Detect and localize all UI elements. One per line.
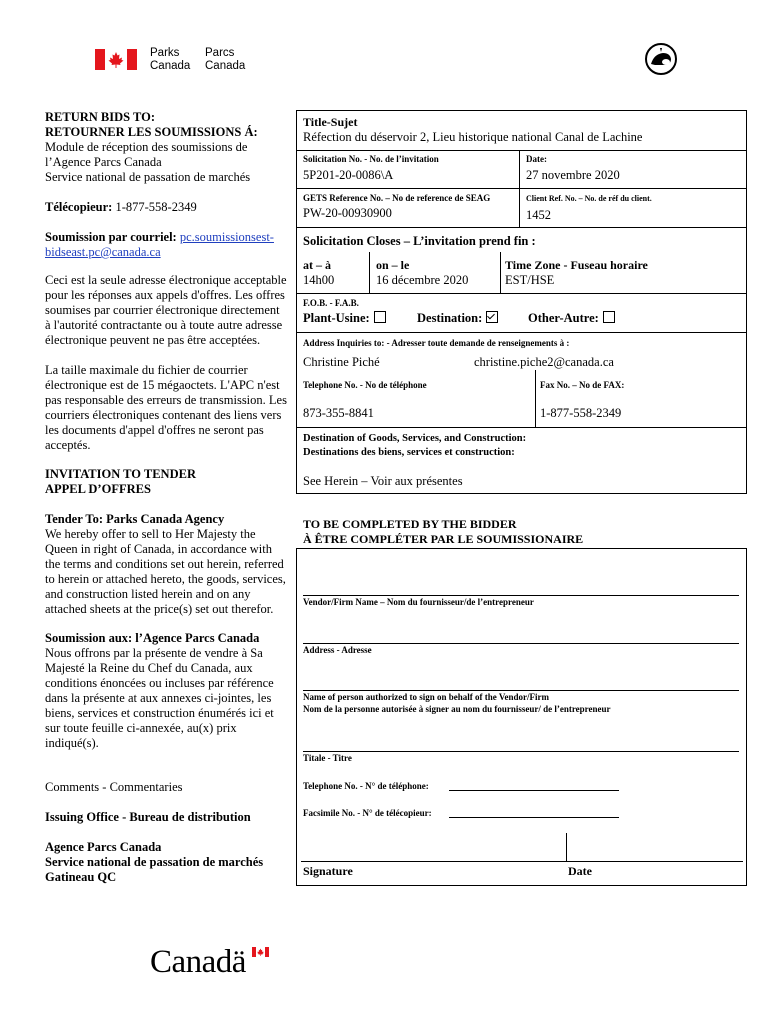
para1-line: à l'autorité contractante ou à toute autre adresse — [45, 318, 283, 332]
soumission-line: Majesté la Reine du Chef du Canada, aux — [45, 661, 253, 675]
comments-label: Comments - Commentaries — [45, 780, 183, 794]
client-ref-value: 1452 — [526, 208, 551, 222]
para1-line: pour les réponses aux appels d'offres. Les offres — [45, 288, 285, 302]
address-label: Address - Adresse — [303, 645, 372, 655]
address-field[interactable] — [303, 610, 739, 642]
client-ref-label: Client Ref. No. – No. de réf du client. — [526, 194, 652, 203]
issuing-office-label: Issuing Office - Bureau de distribution — [45, 810, 251, 824]
para2-line: La taille maximale du fichier de courrier — [45, 363, 248, 377]
other-checkbox[interactable] — [603, 311, 615, 323]
module-line2: l’Agence Parcs Canada — [45, 155, 162, 169]
bidder-fax-label: Facsimile No. - N° de télécopieur: — [303, 808, 432, 818]
module-line3: Service national de passation de marchés — [45, 170, 251, 184]
title-label: Title-Sujet — [303, 115, 358, 129]
gets-value: PW-20-00930900 — [303, 206, 392, 220]
soumission-line: dans la présente at aux annexes ci-jointes, les — [45, 691, 272, 705]
on-label: on – le — [376, 258, 410, 272]
soumission-line: conditions énoncées ou incluses par référence — [45, 676, 274, 690]
bidder-title-label: Titale - Titre — [303, 753, 352, 763]
para2-line: pas responsable des erreurs de transmission. Les — [45, 393, 287, 407]
phone-label: Telephone No. - No de téléphone — [303, 380, 427, 390]
destination-option[interactable] — [417, 311, 498, 326]
contact-email[interactable]: christine.piche2@canada.ca — [474, 355, 614, 369]
dest-goods-en: Destination of Goods, Services, and Construction: — [303, 433, 527, 444]
agency-line3: Gatineau QC — [45, 870, 117, 884]
soumission-line: sur toute feuille ci-annexée, au(x) prix — [45, 721, 237, 735]
solicitation-label: Solicitation No. - No. de l’invitation — [303, 154, 439, 164]
invitation-fr: APPEL D’OFFRES — [45, 482, 151, 496]
agency-line2: Service national de passation de marchés — [45, 855, 264, 869]
other-label: Other-Autre: — [528, 311, 599, 325]
timezone-label: Time Zone - Fuseau horaire — [505, 258, 648, 272]
wordmark-flag-icon — [252, 947, 269, 957]
destination-checkbox[interactable] — [486, 311, 498, 323]
title-value: Réfection du déservoir 2, Lieu historique national Canal de Lachine — [303, 129, 643, 144]
canada-wordmark — [150, 944, 280, 984]
dest-goods-value: See Herein – Voir aux présentes — [303, 474, 463, 488]
soumission-line: Nous offrons par la présente de vendre à Sa — [45, 646, 263, 660]
at-label: at – à — [303, 258, 331, 272]
bidder-phone-label: Telephone No. - N° de téléphone: — [303, 781, 429, 791]
email-link-part2[interactable]: bidseast.pc@canada.ca — [45, 245, 161, 259]
courriel-label: Soumission par courriel: — [45, 230, 177, 244]
para1-line: électronique peuvent ne pas être acceptées. — [45, 333, 261, 347]
tender-to-line: attached sheets at the price(s) set out therefor. — [45, 602, 274, 616]
closes-label: Solicitation Closes – L’invitation prend fin : — [303, 234, 536, 248]
on-value: 16 décembre 2020 — [376, 272, 469, 287]
soumission-title: Soumission aux: l’Agence Parcs Canada — [45, 631, 260, 645]
telecopieur-value: 1-877-558-2349 — [115, 200, 197, 214]
tender-to-line: and construction listed herein and on any — [45, 587, 251, 601]
date-label: Date: — [526, 154, 547, 164]
solicitation-value: 5P201-20-0086\A — [303, 168, 394, 182]
signature-field[interactable] — [303, 833, 565, 860]
parcs-fr-2: Canada — [205, 59, 246, 72]
parks-en-1: Parks — [150, 47, 180, 59]
contact-name: Christine Piché — [303, 355, 380, 369]
tender-to-title: Tender To: Parks Canada Agency — [45, 512, 225, 526]
tender-to-line: We hereby offer to sell to Her Majesty the — [45, 527, 256, 541]
para1-line: soumises par courrier électronique directement — [45, 303, 280, 317]
canada-wordmark-text: Canadä — [150, 944, 246, 980]
telecopieur-label: Télécopieur: — [45, 200, 113, 214]
return-bids-fr: RETOURNER LES SOUMISSIONS Á: — [45, 125, 258, 139]
bidder-title-field[interactable] — [303, 722, 739, 750]
invitation-en: INVITATION TO TENDER — [45, 467, 196, 481]
other-option[interactable] — [528, 311, 615, 326]
fob-label: F.O.B. - F.A.B. — [303, 298, 359, 308]
sign-date-label: Date — [568, 864, 592, 878]
sign-date-field[interactable] — [568, 833, 740, 860]
para2-line: acceptés. — [45, 438, 91, 452]
destination-label: Destination: — [417, 311, 483, 325]
plant-label: Plant-Usine: — [303, 311, 370, 325]
bidder-heading-fr: À ÊTRE COMPLÉTER PAR LE SOUMISSIONAIRE — [303, 531, 584, 546]
authorized-fr: Nom de la personne autorisée à signer au nom du fournisseur/ de l’entrepreneur — [303, 704, 611, 714]
module-line1: Module de réception des soumissions de — [45, 140, 248, 154]
parks-canada-logo — [95, 47, 255, 73]
at-value: 14h00 — [303, 272, 335, 287]
bidder-fax-field[interactable] — [449, 803, 619, 817]
vendor-label: Vendor/Firm Name – Nom du fournisseur/de l’entrepreneur — [303, 597, 534, 607]
fax-label: Fax No. – No de FAX: — [540, 380, 625, 390]
plant-option[interactable] — [303, 311, 386, 326]
tender-to-line: Queen in right of Canada, in accordance with — [45, 542, 272, 556]
agency-line1: Agence Parcs Canada — [45, 840, 162, 854]
para2-line: courriers électroniques contenant des liens vers — [45, 408, 282, 422]
soumission-line: biens, services et construction énumérés ici et — [45, 706, 274, 720]
beaver-emblem-icon — [644, 42, 678, 76]
fax-value: 1-877-558-2349 — [540, 406, 622, 420]
para2-line: les documents d'appel d'offres ne seront pas — [45, 423, 264, 437]
email-link-part1[interactable]: pc.soumissionsest- — [179, 230, 274, 244]
authorized-en: Name of person authorized to sign on behalf of the Vendor/Firm — [303, 692, 549, 702]
timezone-value: EST/HSE — [505, 272, 555, 287]
canada-flag-icon — [95, 49, 137, 70]
bidder-phone-field[interactable] — [449, 776, 619, 790]
plant-checkbox[interactable] — [374, 311, 386, 323]
signature-label: Signature — [303, 864, 353, 878]
tender-to-line: the terms and conditions set out herein, referred — [45, 557, 284, 571]
gets-label: GETS Reference No. – No de reference de SEAG — [303, 193, 491, 203]
parks-en-2: Canada — [150, 59, 191, 72]
vendor-name-field[interactable] — [303, 560, 739, 594]
phone-value: 873-355-8841 — [303, 406, 374, 420]
return-bids-en: RETURN BIDS TO: — [45, 110, 155, 124]
para2-line: électronique est de 15 mégaoctets. L'APC n'est — [45, 378, 280, 392]
dest-goods-fr: Destinations des biens, services et construction: — [303, 447, 515, 458]
para1-line: Ceci est la seule adresse électronique acceptable — [45, 273, 287, 287]
authorized-name-field[interactable] — [303, 660, 739, 689]
inquiries-label: Address Inquiries to: - Adresser toute demande de renseignements à : — [303, 338, 570, 348]
date-value: 27 novembre 2020 — [526, 168, 620, 182]
bidder-heading-en: TO BE COMPLETED BY THE BIDDER — [303, 517, 517, 531]
parcs-fr-1: Parcs — [205, 47, 235, 59]
tender-to-line: to herein or attached hereto, the goods, services, — [45, 572, 286, 586]
soumission-line: indiqué(s). — [45, 736, 99, 750]
